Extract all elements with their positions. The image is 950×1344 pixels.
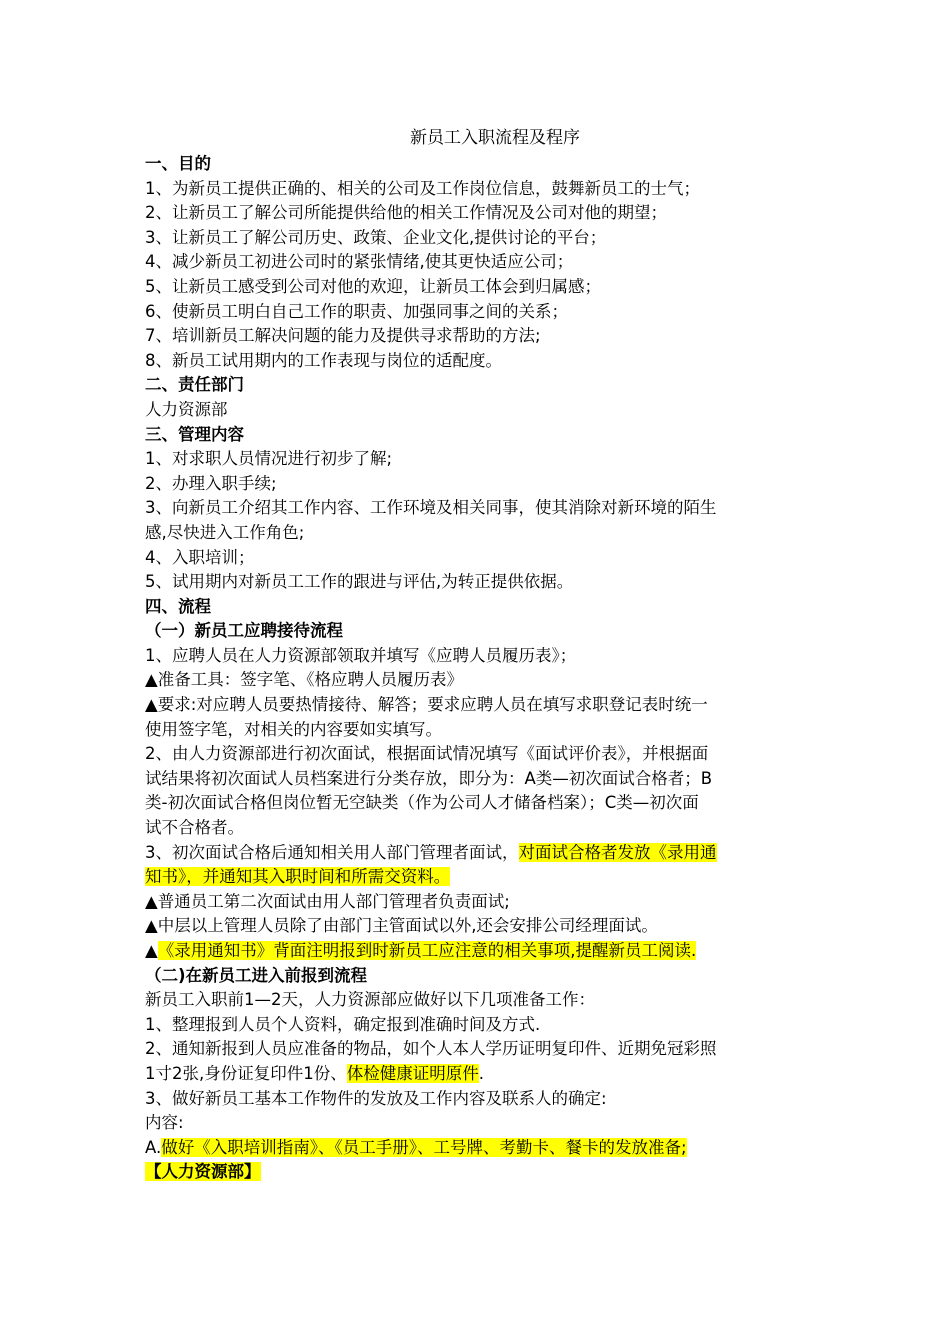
onboarding-line: 新员工入职前1—2天，人力资源部应做好以下几项准备工作： [145,990,595,1010]
onboarding-text: A. [145,1137,162,1157]
onboarding-line: 2、通知新报到人员应准备的物品，如个人本人学历证明复印件、近期免冠彩照 [145,1039,717,1059]
highlighted-text: 做好《入职培训指南》、《员工手册》、工号牌、考勤卡、餐卡的发放准备; [161,1137,687,1157]
onboarding-line [145,1136,815,1161]
interview-line: 试结果将初次面试人员档案进行分类存放，即分为：A类—初次面试合格者；B [145,768,713,788]
purpose-item: 6、使新员工明白自己工作的职责、加强同事之间的关系； [145,301,568,321]
heading-purpose: 一、目的 [145,154,211,173]
interview-line: ▲中层以上管理人员除了由部门主管面试以外,还会安排公司经理面试。 [145,916,658,936]
highlighted-text: 知书》，并通知其入职时间和所需交资料。 [145,867,451,887]
purpose-item: 3、让新员工了解公司历史、政策、企业文化,提供讨论的平台； [145,227,607,247]
purpose-item: 4、减少新员工初进公司时的紧张情绪,使其更快适应公司； [145,252,574,272]
highlighted-text: 体检健康证明原件 [346,1063,479,1083]
interview-line [145,939,815,964]
interview-line: ▲准备工具：签字笔、《格应聘人员履历表》 [145,670,463,690]
onboarding-text: . [478,1063,484,1083]
purpose-item: 5、让新员工感受到公司对他的欢迎，让新员工体会到归属感； [145,276,601,296]
interview-line: ▲普通员工第二次面试由用人部门管理者负责面试; [145,891,510,911]
onboarding-line [145,1062,815,1087]
heading-management: 三、管理内容 [145,424,244,444]
onboarding-line: 内容: [145,1113,184,1133]
interview-line [145,865,815,890]
management-item: 感,尽快进入工作角色; [145,522,305,542]
purpose-item: 8、新员工试用期内的工作表现与岗位的适配度。 [145,350,502,370]
interview-line: ▲要求:对应聘人员要热情接待、解答；要求应聘人员在填写求职登记表时统一 [145,695,708,715]
document-page [145,124,815,1185]
purpose-item: 2、让新员工了解公司所能提供给他的相关工作情况及公司对他的期望； [145,203,667,223]
interview-line: 使用签字笔，对相关的内容要如实填写。 [145,719,442,739]
heading-process: 四、流程 [145,596,211,616]
onboarding-line: 3、做好新员工基本工作物件的发放及工作内容及联系人的确定: [145,1088,607,1108]
purpose-item: 1、为新员工提供正确的、相关的公司及工作岗位信息，鼓舞新员工的士气； [145,178,700,198]
management-item: 3、向新员工介绍其工作内容、工作环境及相关同事，使其消除对新环境的陌生 [145,498,717,518]
subheading-interview: （一）新员工应聘接待流程 [145,621,343,641]
interview-line: 1、应聘人员在人力资源部领取并填写《应聘人员履历表》； [145,645,577,665]
triangle-bullet: ▲ [145,941,158,960]
doc-title: 新员工入职流程及程序 [410,128,580,148]
onboarding-line [145,1160,815,1185]
onboarding-line: 1、整理报到人员个人资料，确定报到准确时间及方式. [145,1014,541,1034]
purpose-item: 7、培训新员工解决问题的能力及提供寻求帮助的方法; [145,326,541,346]
management-item: 1、对求职人员情况进行初步了解; [145,449,393,469]
interview-line: 2、由人力资源部进行初次面试，根据面试情况填写《面试评价表》，并根据面 [145,744,709,764]
management-item: 5、试用期内对新员工工作的跟进与评估,为转正提供依据。 [145,572,574,592]
subheading-onboarding: （二)在新员工进入前报到流程 [145,965,368,985]
management-item: 2、办理入职手续; [145,473,277,493]
heading-department: 二、责任部门 [145,375,244,395]
department-text: 人力资源部 [145,399,228,419]
highlighted-text: 【人力资源部】 [145,1162,261,1182]
highlighted-text: 《录用通知书》背面注明报到时新员工应注意的相关事项,提醒新员工阅读. [157,941,697,960]
interview-line: 试不合格者。 [145,818,244,838]
interview-line [145,841,815,866]
interview-text: 3、初次面试合格后通知相关用人部门管理者面试， [145,842,519,862]
management-item: 4、入职培训； [145,547,255,567]
onboarding-text: 1寸2张,身份证复印件1份、 [145,1063,347,1083]
interview-line: 类-初次面试合格但岗位暂无空缺类（作为公司人才储备档案）；C类—初次面 [145,793,699,813]
highlighted-text: 对面试合格者发放《录用通 [518,842,717,862]
